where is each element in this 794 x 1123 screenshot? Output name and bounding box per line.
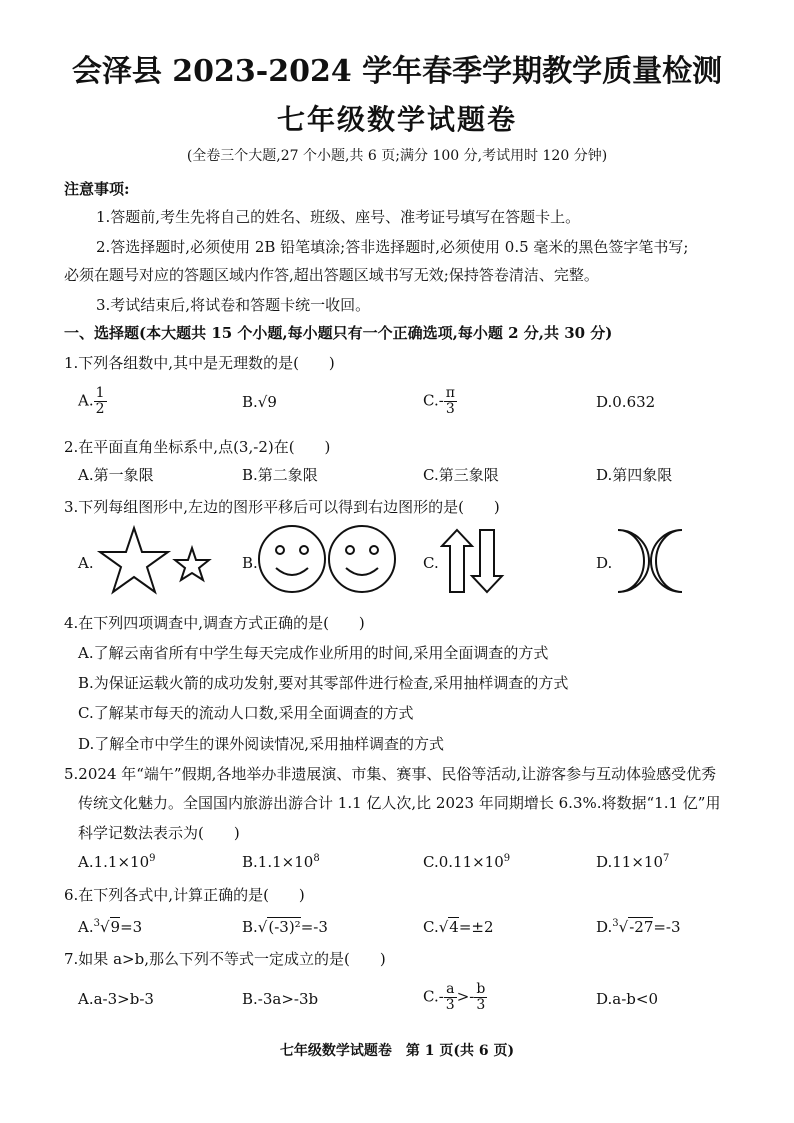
q1-a-fraction <box>94 386 107 417</box>
q5-a-base: A.1.1×10 <box>78 853 150 871</box>
q7-option-b: B.-3a>-3b <box>242 990 319 1008</box>
question-5-stem-line2: 传统文化魅力。全国国内旅游出游合计 1.1 亿人次,比 2023 年同期增长 6.3%.将数据“1.1 亿”用 <box>78 794 721 812</box>
q6-b-result: =-3 <box>300 918 328 936</box>
q1-c-fraction <box>444 386 457 417</box>
q6-option-d <box>596 918 681 936</box>
q5-a-exponent: 9 <box>149 853 156 864</box>
question-5-stem-line1: 5.2024 年“端午”假期,各地举办非遗展演、市集、赛事、民俗等活动,让游客参与互动体验感受优秀 <box>64 765 717 783</box>
question-1-stem: 1.下列各组数中,其中是无理数的是( ) <box>64 354 335 372</box>
q1-c-label: C.- <box>423 391 444 410</box>
down-arrow-shape <box>472 530 502 592</box>
q5-option-c <box>423 853 510 871</box>
q2-option-d: D.第四象限 <box>596 466 673 484</box>
q7-option-d: D.a-b<0 <box>596 990 658 1008</box>
q6-c-radicand: 4 <box>449 918 459 936</box>
q6-a-label: A. <box>78 918 94 936</box>
q3-figure-b-smiley-faces <box>258 522 398 596</box>
q1-option-a <box>78 386 107 417</box>
q6-d-root-index: 3 <box>612 918 619 929</box>
q7-c-num1: a <box>444 982 457 998</box>
q7-c-den2: 3 <box>476 997 486 1013</box>
q5-d-exponent: 7 <box>663 853 670 864</box>
q5-b-exponent: 8 <box>313 853 320 864</box>
q6-option-b <box>242 918 328 936</box>
q6-d-label: D. <box>596 918 613 936</box>
q2-option-a: A.第一象限 <box>78 466 154 484</box>
section-heading: 一、选择题(本大题共 15 个小题,每小题只有一个正确选项,每小题 2 分,共 30 分) <box>64 324 613 342</box>
q7-c-middle: >- <box>456 987 475 1006</box>
q6-d-radical-sign: √ <box>618 918 629 936</box>
q7-c-fraction-1 <box>444 982 457 1013</box>
q5-c-exponent: 9 <box>503 853 511 864</box>
q5-b-base: B.1.1×10 <box>242 853 314 871</box>
notice-heading: 注意事项: <box>64 180 130 198</box>
small-star-shape <box>175 548 209 580</box>
q7-c-fraction-2 <box>474 982 487 1013</box>
q5-c-base: C.0.11×10 <box>423 853 504 871</box>
q4-option-d: D.了解全市中学生的课外阅读情况,采用抽样调查的方式 <box>78 735 445 753</box>
q1-option-d: D.0.632 <box>596 393 656 411</box>
smiley-face-left <box>259 526 325 592</box>
exam-title: 会泽县 2023-2024 学年春季学期教学质量检测 <box>71 54 723 89</box>
q6-c-result: =±2 <box>458 918 494 936</box>
q7-option-a: A.a-3>b-3 <box>78 990 154 1008</box>
q5-d-base: D.11×10 <box>596 853 664 871</box>
right-crescent-shape <box>651 530 682 592</box>
question-4-stem: 4.在下列四项调查中,调查方式正确的是( ) <box>64 614 365 632</box>
smiley-face-right <box>329 526 395 592</box>
q1-option-c <box>423 386 457 417</box>
q6-a-result: =3 <box>120 918 143 936</box>
notice-item-1: 1.答题前,考生先将自己的姓名、班级、座号、准考证号填写在答题卡上。 <box>96 208 581 226</box>
left-crescent-shape <box>618 530 649 592</box>
q2-option-c: C.第三象限 <box>423 466 499 484</box>
q3-option-a-label: A. <box>78 554 94 572</box>
q1-a-den: 2 <box>95 401 105 417</box>
q5-option-a <box>78 853 156 871</box>
q1-a-label: A. <box>78 391 94 410</box>
q6-a-radical-sign: √ <box>99 918 110 936</box>
q1-c-num: π <box>445 385 455 401</box>
q4-option-c: C.了解某市每天的流动人口数,采用全面调查的方式 <box>78 704 414 722</box>
q6-c-label: C.√ <box>423 918 449 936</box>
q7-c-den1: 3 <box>445 997 455 1013</box>
question-7-stem: 7.如果 a>b,那么下列不等式一定成立的是( ) <box>64 950 386 968</box>
notice-item-2a: 2.答选择题时,必须使用 2B 铅笔填涂;答非选择题时,必须使用 0.5 毫米的黑色签字笔书写; <box>96 238 689 256</box>
q4-option-b: B.为保证运载火箭的成功发射,要对其零部件进行检查,采用抽样调查的方式 <box>78 674 569 692</box>
q6-b-radicand: (-3)² <box>268 918 301 936</box>
notice-item-2b: 必须在题号对应的答题区域内作答,超出答题区域书写无效;保持答卷清洁、完整。 <box>64 266 599 284</box>
q6-option-a <box>78 918 142 936</box>
page-footer: 七年级数学试题卷 第 1 页(共 6 页) <box>279 1043 515 1059</box>
q3-option-d-label: D. <box>596 554 613 572</box>
q3-option-c-label: C. <box>423 554 439 572</box>
exam-subtitle-title: 七年级数学试题卷 <box>276 103 517 136</box>
q2-option-b: B.第二象限 <box>242 466 318 484</box>
q7-c-num2: b <box>476 981 486 997</box>
q1-c-den: 3 <box>445 401 455 417</box>
q6-a-radicand: 9 <box>110 918 121 936</box>
question-6-stem: 6.在下列各式中,计算正确的是( ) <box>64 886 305 904</box>
q5-option-b <box>242 853 320 871</box>
large-star-shape <box>100 528 168 592</box>
question-2-stem: 2.在平面直角坐标系中,点(3,-2)在( ) <box>64 438 331 456</box>
notice-item-3: 3.考试结束后,将试卷和答题卡统一收回。 <box>96 296 371 314</box>
q6-option-c <box>423 918 494 936</box>
q3-figure-a-stars <box>96 524 236 600</box>
q3-option-b-label: B. <box>242 554 258 572</box>
q3-figure-c-arrows <box>440 528 510 594</box>
q1-a-num: 1 <box>95 385 105 401</box>
q6-d-radicand: -27 <box>629 918 654 936</box>
q5-option-d <box>596 853 669 871</box>
question-3-stem: 3.下列每组图形中,左边的图形平移后可以得到右边图形的是( ) <box>64 498 500 516</box>
q1-option-b: B.√9 <box>242 393 277 411</box>
question-5-stem-line3: 科学记数法表示为( ) <box>78 824 240 842</box>
q7-option-c <box>423 982 487 1013</box>
q3-figure-d-moons <box>612 528 686 594</box>
q6-a-root-index: 3 <box>93 918 100 929</box>
q6-b-label: B.√ <box>242 918 268 936</box>
up-arrow-shape <box>442 530 472 592</box>
q7-c-label: C.- <box>423 987 444 1006</box>
q4-option-a: A.了解云南省所有中学生每天完成作业所用的时间,采用全面调查的方式 <box>78 644 549 662</box>
q6-d-result: =-3 <box>653 918 681 936</box>
exam-note: (全卷三个大题,27 个小题,共 6 页;满分 100 分,考试用时 120 分钟) <box>186 148 608 164</box>
